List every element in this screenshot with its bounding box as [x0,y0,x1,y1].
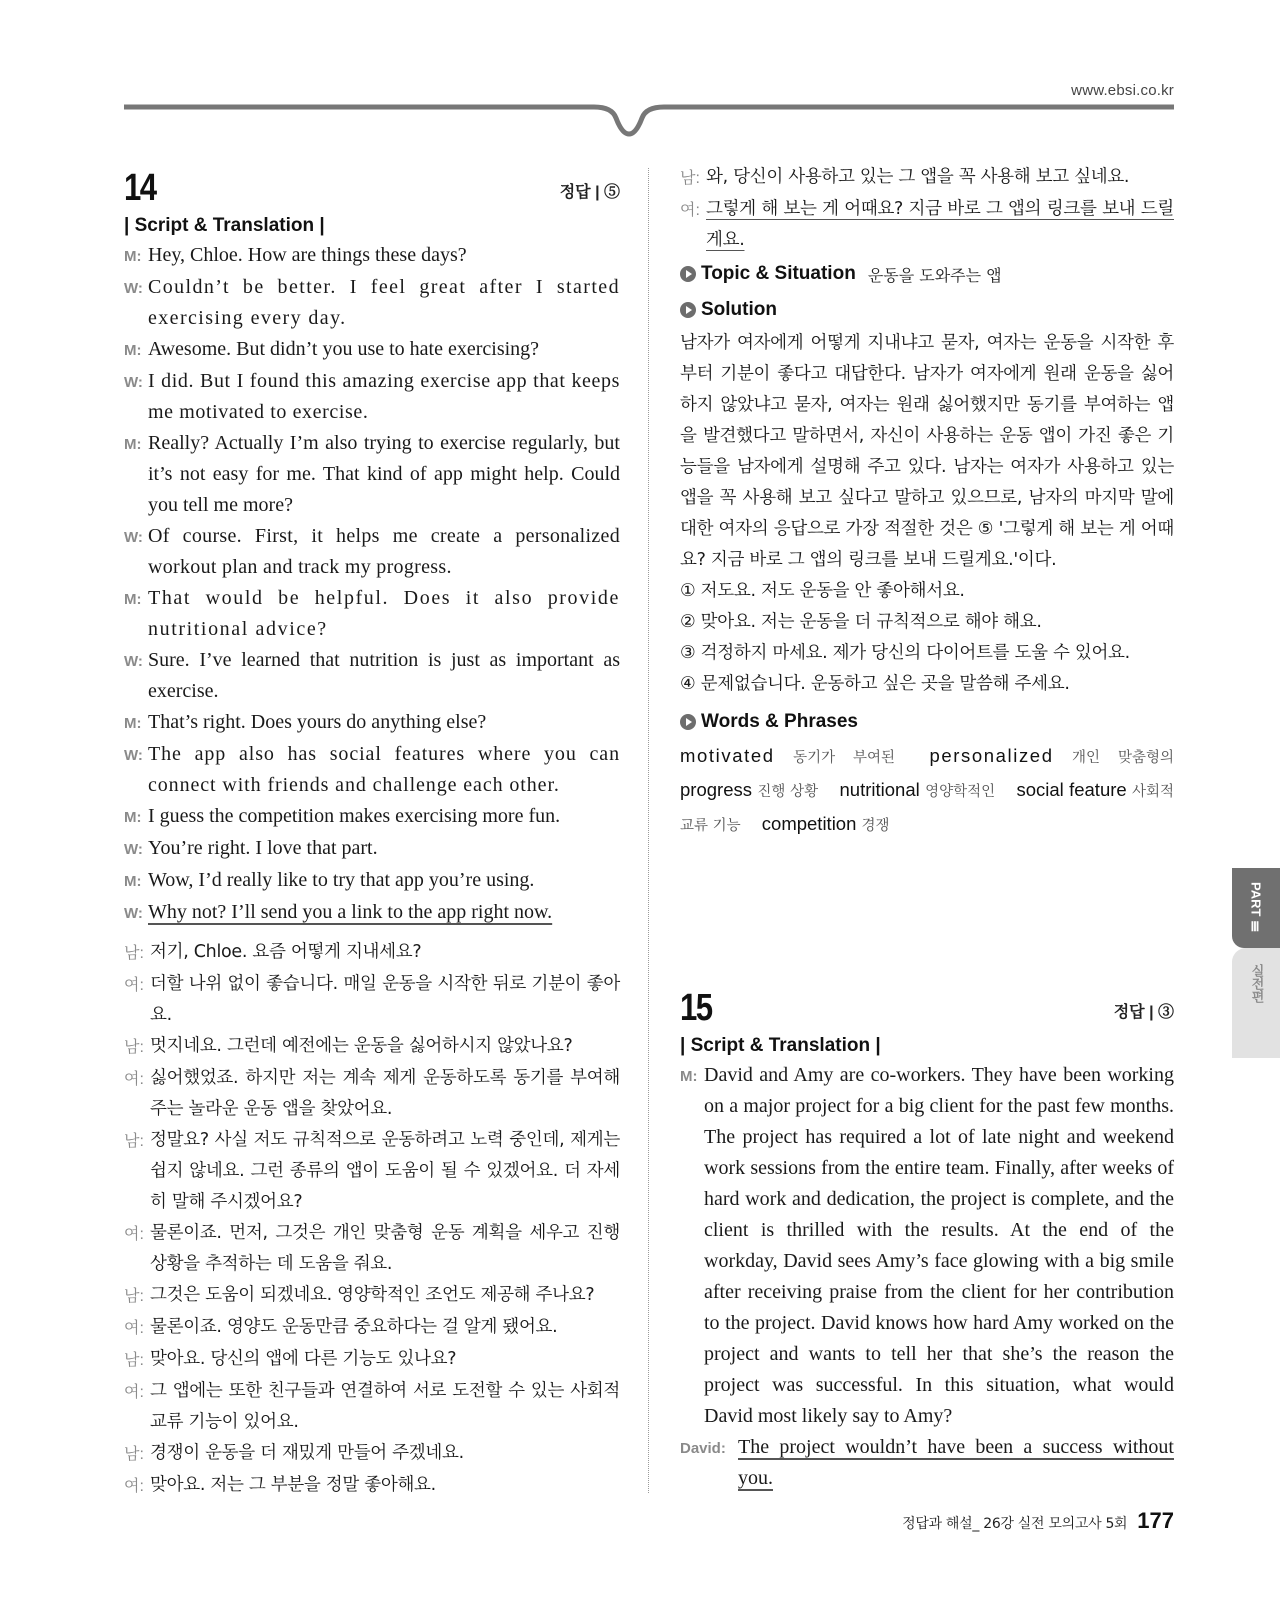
solution-heading [680,292,1174,328]
word-en: competition [761,813,857,834]
translation-text: 더할 나위 없이 좋습니다. 매일 운동을 시작한 뒤로 기분이 좋아요. [150,974,620,1025]
translation-text: 정말요? 사실 저도 규칙적으로 운동하려고 노력 중인데, 제게는 쉽지 않네요. 그런 종류의 앱이 도움이 될 수 있겠어요. 더 자세히 말해 주시겠어요? [150,1130,620,1212]
header-rule [124,104,1174,138]
translation-text: 맞아요. 당신의 앱에 다른 기능도 있나요? [150,1349,457,1369]
speaker-label: David: [680,1440,726,1457]
speaker-label: M: [124,591,142,608]
translation-line [124,1344,620,1376]
translation-text: 경쟁이 운동을 더 재밌게 만들어 주겠네요. [150,1443,464,1463]
script-line [124,645,620,707]
script-line [124,428,620,521]
translation-text-underlined: 그렇게 해 보는 게 어때요? 지금 바로 그 앱의 링크를 보내 드릴게요. [706,199,1174,250]
q14-header [124,162,620,208]
translation-line [124,1438,620,1470]
translation-line [124,1470,620,1502]
q15-answer: 정답 | ③ [1113,1004,1174,1021]
words-heading [680,704,1174,740]
speaker-label: W: [124,747,143,764]
speaker-label: M: [124,248,142,265]
script-text: Of course. First, it helps me create a personalized workout plan and track my progress. [148,525,620,578]
script-text: Couldn’t be better. I feel great after I started exercising every day. [148,276,620,329]
translation-text: 물론이죠. 영양도 운동만큼 중요하다는 걸 알게 됐어요. [150,1317,558,1337]
translation-line [680,162,1174,194]
play-bullet-icon [680,714,696,730]
page-footer [902,1508,1174,1534]
topic-label: Topic & Situation [701,263,856,284]
q15-section-label: | Script & Translation | [680,1035,881,1056]
translation-text: 물론이죠. 먼저, 그것은 개인 맞춤형 운동 계획을 세우고 진행 상황을 추적하는 데 도움을 줘요. [150,1223,620,1274]
translation-line [124,1280,620,1312]
script-line [124,240,620,272]
side-tab-part-label: PART Ⅲ [1248,882,1264,936]
script-line [124,334,620,366]
side-tab-part[interactable] [1232,868,1280,948]
translation-line [124,1376,620,1438]
q14-translation-continued [680,162,1174,256]
narration-line [680,1060,1174,1432]
option-item: ① 저도요. 저도 운동을 안 좋아해서요. [680,581,965,601]
site-url: www.ebsi.co.kr [1071,82,1174,99]
word-ko: 동기가 부여된 [793,750,896,766]
translation-line [124,937,620,969]
q14-translation [124,937,620,1502]
q14-section-label: | Script & Translation | [124,215,325,236]
speaker-label: 남: [124,1133,144,1150]
speaker-label: W: [124,374,143,391]
word-ko: 영양학적인 [925,784,996,800]
answer-line [680,1432,1174,1494]
speaker-label: M: [124,715,142,732]
script-text: The app also has social features where you can connect with friends and challenge each other. [148,743,620,796]
script-line-answer [124,897,620,929]
speaker-label: 여: [124,1226,144,1243]
script-text: You’re right. I love that part. [148,837,378,859]
script-text: That’s right. Does yours do anything else? [148,711,487,733]
script-line [124,865,620,897]
translation-line [124,1218,620,1280]
script-line [124,739,620,801]
word-ko: 사회적 교류 기능 [680,784,1175,834]
translation-line [124,1031,620,1063]
option-item: ③ 걱정하지 마세요. 제가 당신의 다이어트를 도울 수 있어요. [680,643,1130,663]
speaker-label: M: [124,342,142,359]
translation-text: 와, 당신이 사용하고 있는 그 앱을 꼭 사용해 보고 싶네요. [706,167,1130,187]
speaker-label: 남: [124,1446,144,1463]
speaker-label: M: [124,873,142,890]
speaker-label: W: [124,529,143,546]
speaker-label: 여: [124,1478,144,1495]
word-en: personalized [929,745,1054,766]
script-line [124,583,620,645]
option-item: ② 맞아요. 저는 운동을 더 규칙적으로 해야 해요. [680,612,1042,632]
solution-options [680,576,1174,700]
footer-text: 정답과 해설_ 26강 실전 모의고사 5회 [902,1516,1128,1532]
script-line [124,366,620,428]
script-text: Wow, I’d really like to try that app you’re using. [148,869,535,891]
speaker-label: M: [680,1068,698,1085]
translation-line [124,1312,620,1344]
solution-text: 남자가 여자에게 어떻게 지내냐고 묻자, 여자는 운동을 시작한 후부터 기분이 좋다고 대답한다. 남자가 여자에게 원래 운동을 싫어하지 않았냐고 묻자, 여자는 원래 싫어했지만 동기를 부여하는 앱을 발견했다고 말하면서, 자신이 사용하는 운동 앱이 가진 좋은 기능들을 남자에게 설명해 주고 있다. 남자는 여자가 사용하고 있는 앱을 꼭 사용해 보고 싶다고 말하고 있으므로, 남자의 마지막 말에 대한 여자의 응답으로 가장 적절한 것은 ⑤ '그렇게 해 보는 게 어때요? 지금 바로 그 앱의 링크를 보내 드릴게요.'이다. [680,333,1174,570]
translation-line [124,969,620,1031]
play-bullet-icon [680,266,696,282]
word-ko: 진행 상황 [757,784,819,800]
translation-line-answer [680,194,1174,256]
words-label: Words & Phrases [701,711,858,732]
speaker-label: M: [124,809,142,826]
script-text: Awesome. But didn’t you use to hate exercising? [148,338,540,360]
speaker-label: W: [124,280,143,297]
speaker-label: W: [124,905,143,922]
q14-script [124,240,620,929]
word-en: motivated [680,745,775,766]
speaker-label: 남: [124,1352,144,1369]
translation-text: 싫어했었죠. 하지만 저는 계속 제게 운동하도록 동기를 부여해 주는 놀라운 운동 앱을 찾았어요. [150,1068,620,1119]
page-number: 177 [1137,1508,1174,1533]
script-line [124,801,620,833]
speaker-label: 여: [124,1071,144,1088]
q15-number: 15 [680,987,712,1029]
column-divider [648,168,649,1493]
translation-line [124,1063,620,1125]
side-tab-section-label: 실전편 [1248,964,1264,1003]
speaker-label: 여: [680,202,700,219]
q15-header [680,982,1174,1028]
speaker-label: 남: [124,945,144,962]
q15-section [680,982,1174,1494]
answer-text-underlined: The project wouldn’t have been a success without you. [738,1436,1174,1489]
script-line [124,521,620,583]
translation-text: 그 앱에는 또한 친구들과 연결하여 서로 도전할 수 있는 사회적 교류 기능이 있어요. [150,1381,620,1432]
word-en: social feature [1016,779,1127,800]
words-list [680,740,1174,842]
speaker-label: W: [124,841,143,858]
translation-text: 맞아요. 저는 그 부분을 정말 좋아해요. [150,1475,436,1495]
side-tab-section[interactable] [1232,948,1280,1058]
speaker-label: 여: [124,1320,144,1337]
translation-text: 그것은 도움이 되겠네요. 영양학적인 조언도 제공해 주나요? [150,1285,595,1305]
script-line [124,707,620,739]
word-ko: 개인 맞춤형의 [1072,750,1175,766]
script-line [124,272,620,334]
option-item: ④ 문제없습니다. 운동하고 싶은 곳을 말씀해 주세요. [680,674,1070,694]
speaker-label: 남: [124,1039,144,1056]
script-text: Hey, Chloe. How are things these days? [148,244,467,266]
script-text: Really? Actually I’m also trying to exercise regularly, but it’s not easy for me. That kind of app might help. Could you tell me more? [148,432,620,516]
script-text: I guess the competition makes exercising more fun. [148,805,561,827]
speaker-label: W: [124,653,143,670]
script-text: Sure. I’ve learned that nutrition is just as important as exercise. [148,649,620,702]
speaker-label: 여: [124,1384,144,1401]
translation-line [124,1125,620,1218]
script-text: I did. But I found this amazing exercise app that keeps me motivated to exercise. [148,370,620,423]
solution-label: Solution [701,299,777,320]
word-en: nutritional [839,779,920,800]
left-column [124,162,620,1502]
word-ko: 경쟁 [861,818,890,834]
word-en: progress [680,779,752,800]
translation-text: 멋지네요. 그런데 예전에는 운동을 싫어하시지 않았나요? [150,1036,573,1056]
narration-text: David and Amy are co-workers. They have been working on a major project for a big client for the past few months. The project has required a lot of late night and weekend work sessions from the entire team. Finally, after weeks of hard work and dedication, the project is complete, and the client is thrilled with the results. At the end of the workday, David sees Amy’s face glowing with a big smile after receiving praise from the client for her contribution to the project. David knows how hard Amy worked on the project and wants to tell her that she’s the reason the project was successful. In this situation, what would David most likely say to Amy? [704,1064,1174,1427]
q14-number: 14 [124,167,156,209]
script-text: That would be helpful. Does it also provide nutritional advice? [148,587,620,640]
translation-text: 저기, Chloe. 요즘 어떻게 지내세요? [150,942,422,962]
speaker-label: 남: [680,170,700,187]
speaker-label: 여: [124,977,144,994]
play-bullet-icon [680,302,696,318]
topic-heading [680,256,1174,292]
speaker-label: 남: [124,1288,144,1305]
q14-answer: 정답 | ⑤ [559,184,620,201]
speaker-label: M: [124,436,142,453]
script-text-underlined: Why not? I’ll send you a link to the app right now. [148,901,553,923]
script-line [124,833,620,865]
topic-value: 운동을 도와주는 앱 [867,265,1002,285]
right-column [680,162,1174,1494]
